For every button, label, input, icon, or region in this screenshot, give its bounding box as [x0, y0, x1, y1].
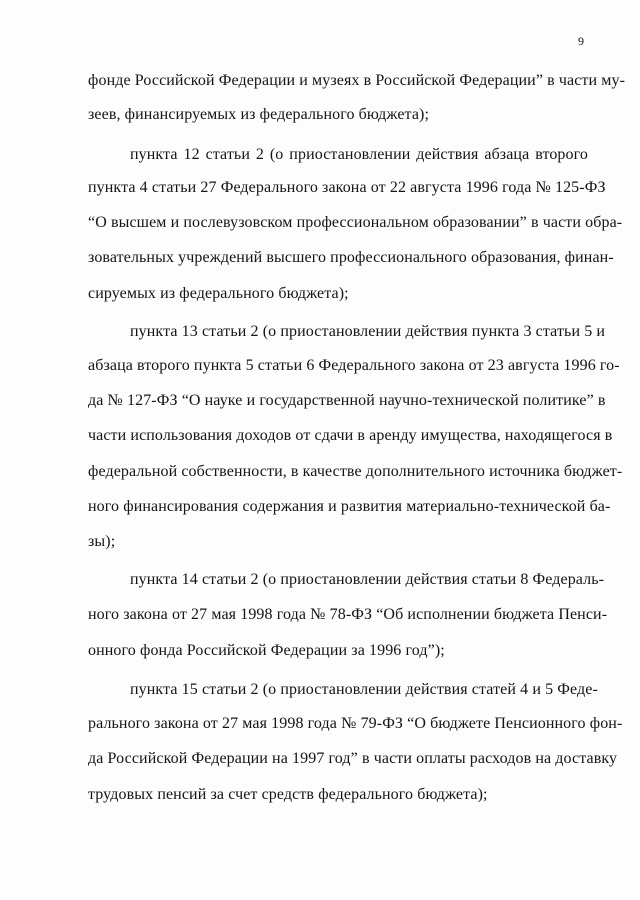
paragraph-5-line-1: пункта 15 статьи 2 (о приостановлении действия статей 4 и 5 Феде- — [130, 681, 598, 698]
paragraph-2-line-3: “О высшем и послевузовском профессиональном образовании” в части обра- — [88, 214, 623, 231]
paragraph-4-line-2: ного закона от 27 мая 1998 года № 78-ФЗ “Об исполнении бюджета Пенси- — [88, 606, 608, 623]
paragraph-2-line-4: зовательных учреждений высшего профессионального образования, финан- — [88, 249, 614, 266]
paragraph-3-line-2: абзаца второго пункта 5 статьи 6 Федерального закона от 23 августа 1996 го- — [88, 357, 620, 374]
paragraph-3-line-1: пункта 13 статьи 2 (о приостановлении действия пункта 3 статьи 5 и — [130, 323, 606, 340]
paragraph-4-line-1: пункта 14 статьи 2 (о приостановлении действия статьи 8 Федераль- — [130, 571, 605, 588]
paragraph-3-line-4: части использования доходов от сдачи в аренду имущества, находящегося в — [88, 427, 613, 444]
paragraph-2-line-2: пункта 4 статьи 27 Федерального закона от 22 августа 1996 года № 125-ФЗ — [88, 179, 606, 196]
paragraph-5-line-2: рального закона от 27 мая 1998 года № 79-ФЗ “О бюджете Пенсионного фон- — [88, 715, 623, 732]
paragraph-2-line-5: сируемых из федерального бюджета); — [88, 285, 349, 302]
paragraph-5-line-4: трудовых пенсий за счет средств федерального бюджета); — [88, 786, 488, 803]
paragraph-5-line-3: да Российской Федерации на 1997 год” в части оплаты расходов на доставку — [88, 750, 618, 767]
paragraph-4-line-3: онного фонда Российской Федерации за 1996 год”); — [88, 642, 445, 659]
paragraph-2-line-1: пункта 12 статьи 2 (о приостановлении действия абзаца второго — [130, 146, 588, 163]
paragraph-1-line-1: фонде Российской Федерации и музеях в Российской Федерации” в части му- — [88, 72, 626, 89]
paragraph-3-line-5: федеральной собственности, в качестве дополнительного источника бюджет- — [88, 463, 623, 480]
page-number: 9 — [578, 34, 584, 48]
paragraph-1-line-2: зеев, финансируемых из федерального бюджета); — [88, 106, 430, 123]
paragraph-3-line-6: ного финансирования содержания и развития материально-технической ба- — [88, 498, 611, 515]
paragraph-3-line-3: да № 127-ФЗ “О науке и государственной научно-технической политике” в — [88, 392, 606, 409]
paragraph-3-line-7: зы); — [88, 533, 116, 550]
